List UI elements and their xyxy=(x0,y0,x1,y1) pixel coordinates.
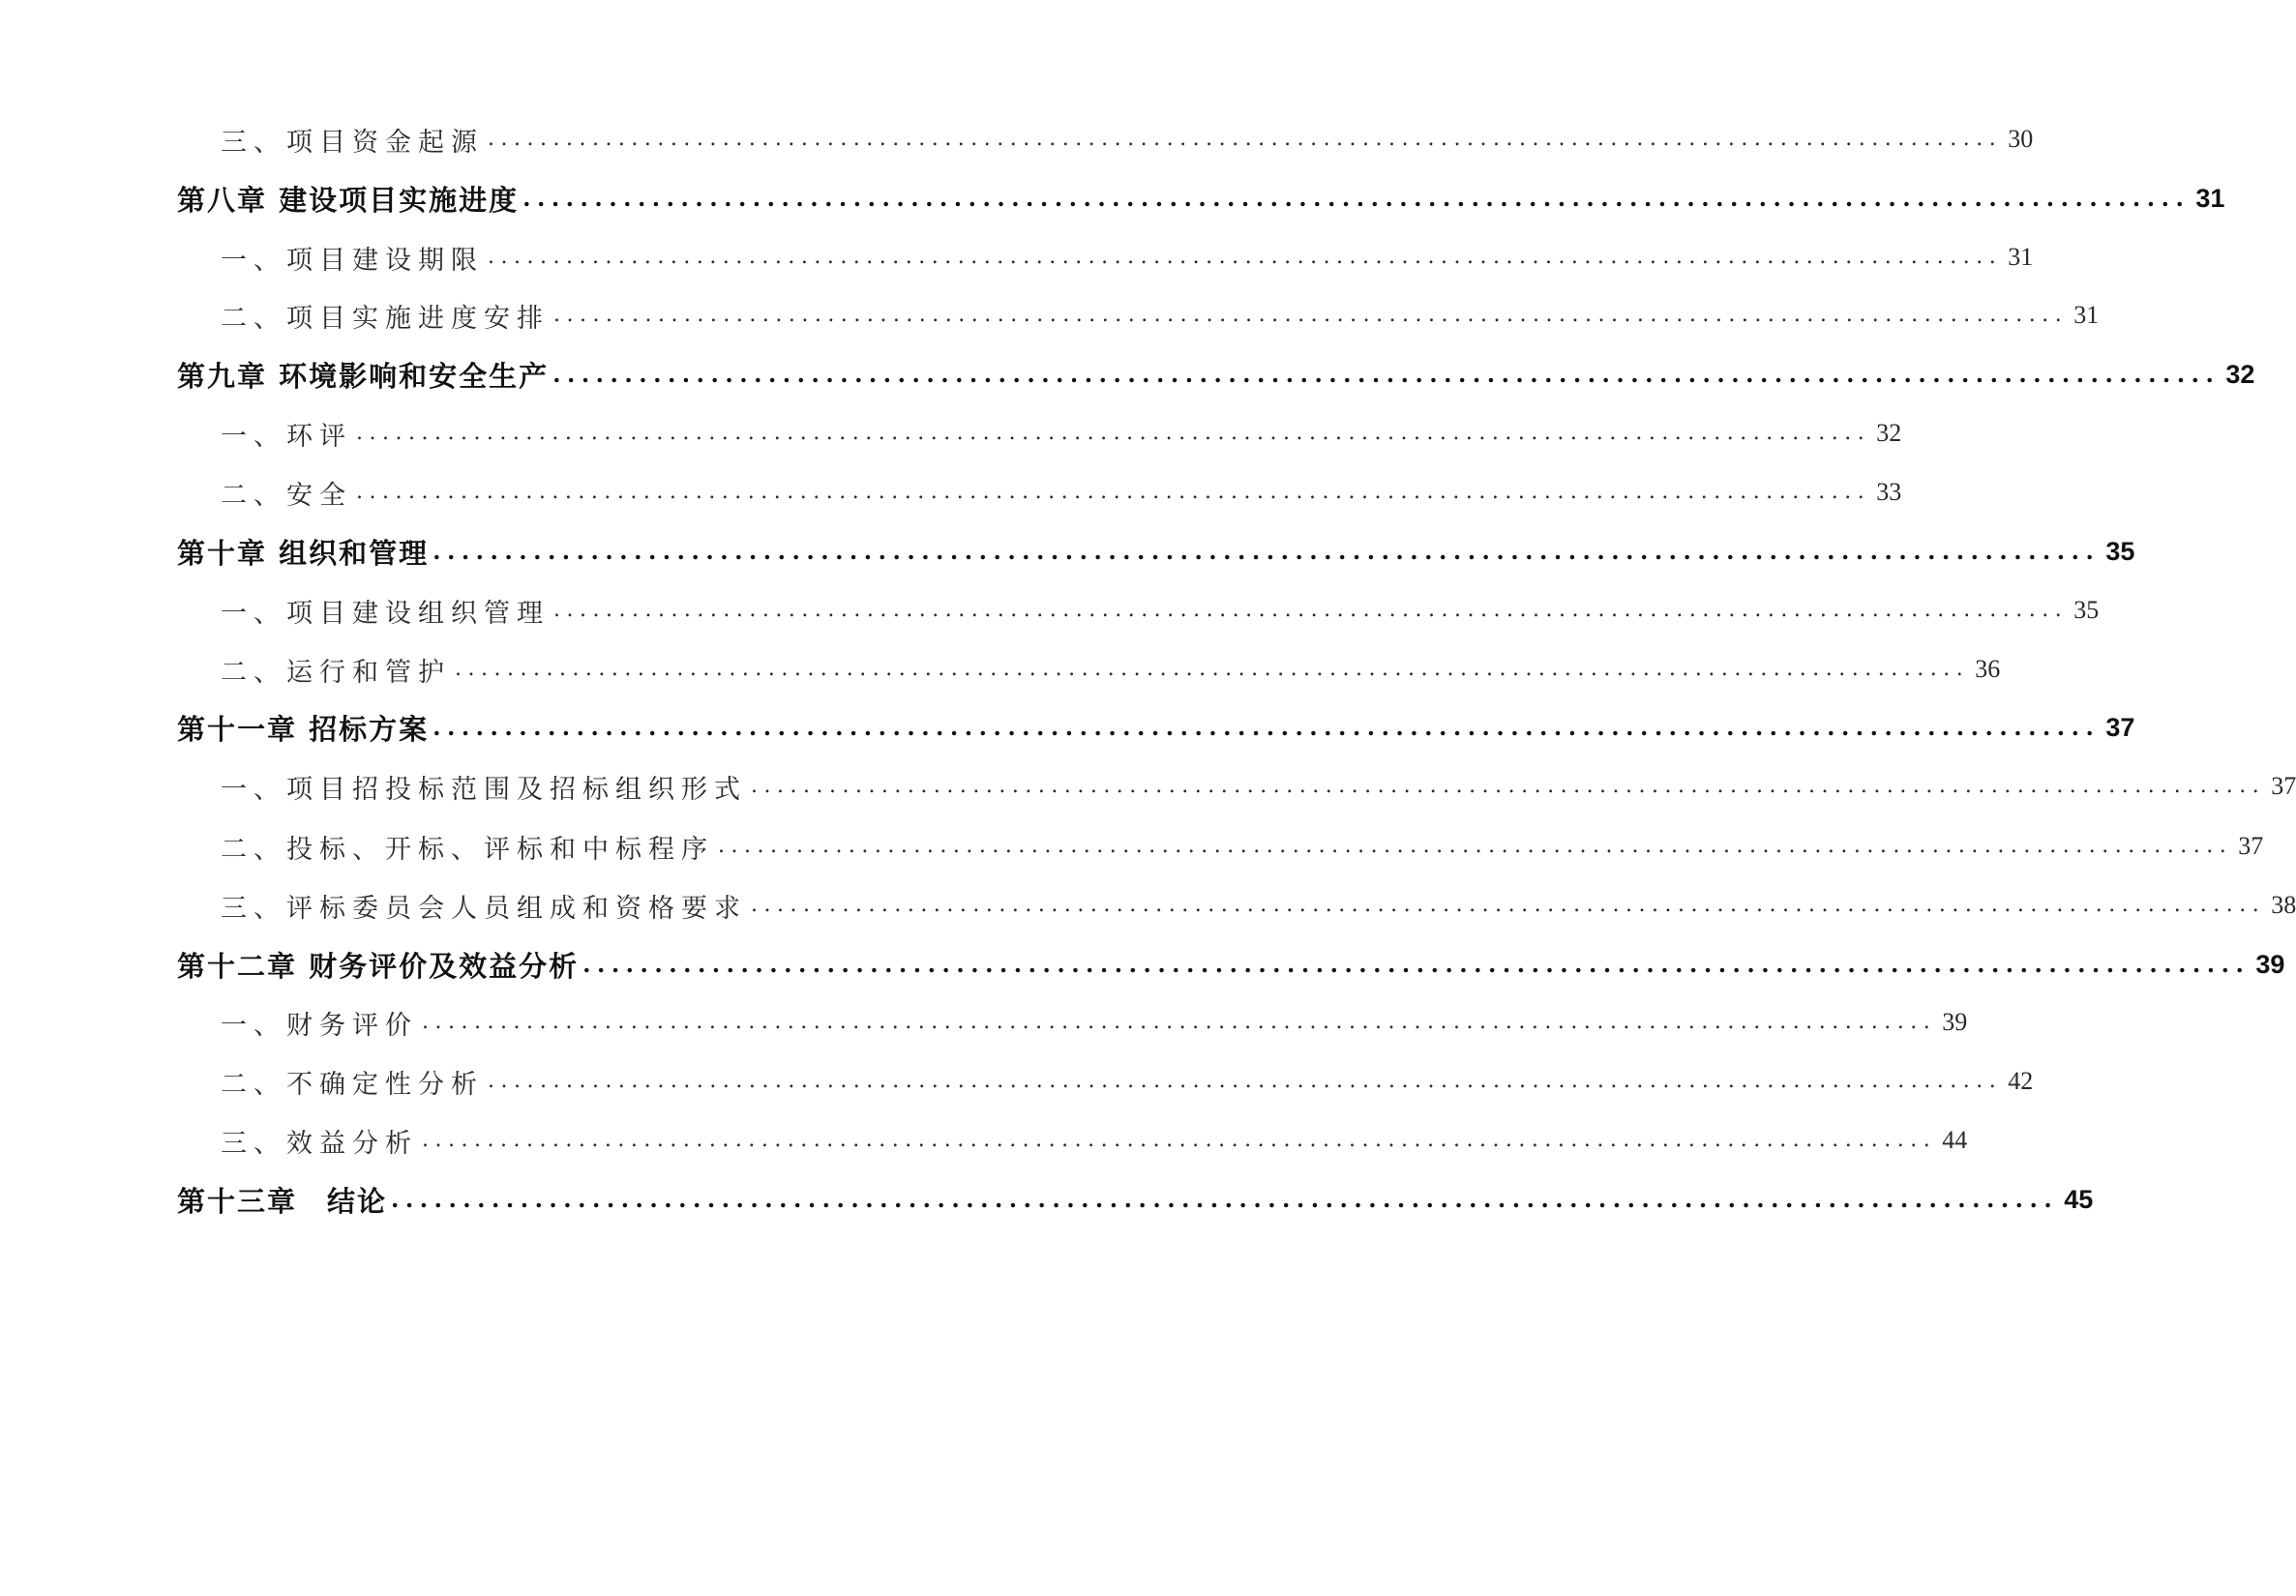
toc-entry-label: 二、运行和管护 xyxy=(221,657,451,688)
toc-entry[interactable] xyxy=(0,1060,2034,1103)
toc-chapter-label: 第十章 组织和管理 xyxy=(177,536,430,570)
toc-dot-leader: .................................................................................................................... xyxy=(553,598,2069,622)
toc-entry[interactable] xyxy=(0,294,2100,337)
toc-entry[interactable] xyxy=(0,1119,1968,1162)
toc-entry-page: 31 xyxy=(2073,301,2100,329)
toc-dot-leader: .................................................................................................................... xyxy=(432,713,2101,741)
toc-entry-label: 二、项目实施进度安排 xyxy=(221,303,550,334)
toc-chapter-entry[interactable] xyxy=(0,353,2255,396)
toc-dot-leader: .................................................................................................................... xyxy=(522,184,2191,212)
toc-dot-leader: .................................................................................................................... xyxy=(552,360,2221,388)
toc-chapter-entry[interactable] xyxy=(0,1178,2094,1221)
toc-entry-label: 二、安全 xyxy=(221,480,352,511)
toc-entry-label: 二、不确定性分析 xyxy=(221,1069,484,1100)
toc-entry-label: 一、环评 xyxy=(221,421,352,452)
toc-entry[interactable] xyxy=(0,765,2296,808)
toc-entry[interactable] xyxy=(0,412,1902,455)
toc-dot-leader: .................................................................................................................... xyxy=(488,1069,2003,1093)
toc-dot-leader: .................................................................................................................... xyxy=(488,127,2003,151)
toc-entry-label: 三、评标委员会人员组成和资格要求 xyxy=(221,893,747,924)
toc-entry-page: 42 xyxy=(2008,1067,2034,1095)
toc-entry-page: 30 xyxy=(2008,125,2034,153)
toc-chapter-page: 35 xyxy=(2105,536,2135,566)
toc-entry[interactable] xyxy=(0,648,2001,691)
toc-entry-page: 37 xyxy=(2271,772,2296,800)
toc-chapter-label: 第十二章 财务评价及效益分析 xyxy=(177,949,580,983)
toc-chapter-page: 37 xyxy=(2105,712,2135,742)
toc-chapter-page: 32 xyxy=(2225,359,2255,389)
toc-dot-leader: .................................................................................................................... xyxy=(582,950,2251,978)
toc-chapter-entry[interactable] xyxy=(0,530,2135,573)
toc-entry[interactable] xyxy=(0,118,2034,161)
toc-entry-page: 37 xyxy=(2238,832,2264,860)
toc-dot-leader: .................................................................................................................... xyxy=(455,657,1970,681)
toc-dot-leader: .................................................................................................................... xyxy=(391,1185,2059,1213)
toc-chapter-page: 39 xyxy=(2255,949,2285,979)
toc-entry-label: 一、项目建设组织管理 xyxy=(221,598,550,629)
toc-entry[interactable] xyxy=(0,236,2034,279)
toc-entry[interactable] xyxy=(0,471,1902,514)
toc-dot-leader: .................................................................................................................... xyxy=(718,834,2233,858)
toc-dot-leader: .................................................................................................................... xyxy=(432,537,2101,565)
toc-entry[interactable] xyxy=(0,1001,1968,1044)
toc-entry-page: 32 xyxy=(1876,419,1902,447)
toc-entry-label: 一、项目建设期限 xyxy=(221,245,484,276)
toc-chapter-entry[interactable] xyxy=(0,706,2135,749)
toc-chapter-label: 第十三章 结论 xyxy=(177,1184,388,1218)
toc-chapter-entry[interactable] xyxy=(0,943,2285,986)
toc-chapter-label: 第九章 环境影响和安全生产 xyxy=(177,359,550,393)
toc-entry-label: 三、效益分析 xyxy=(221,1128,418,1159)
toc-entry-label: 二、投标、开标、评标和中标程序 xyxy=(221,834,714,865)
toc-dot-leader: .................................................................................................................... xyxy=(751,893,2266,917)
toc-entry-page: 36 xyxy=(1975,655,2001,683)
toc-entry-label: 一、项目招投标范围及招标组织形式 xyxy=(221,774,747,805)
toc-chapter-page: 45 xyxy=(2064,1184,2094,1214)
toc-dot-leader: .................................................................................................................... xyxy=(553,303,2069,327)
toc-entry-page: 44 xyxy=(1942,1126,1968,1154)
toc-entry-page: 33 xyxy=(1876,478,1902,506)
toc-entry[interactable] xyxy=(0,589,2100,632)
toc-dot-leader: .................................................................................................................... xyxy=(422,1128,1937,1152)
toc-entry-page: 31 xyxy=(2008,243,2034,271)
toc-entry-page: 38 xyxy=(2271,891,2296,919)
toc-dot-leader: .................................................................................................................... xyxy=(422,1010,1937,1034)
toc-entry-page: 35 xyxy=(2073,596,2100,624)
toc-entry[interactable] xyxy=(0,825,2264,868)
toc-dot-leader: .................................................................................................................... xyxy=(488,245,2003,269)
toc-dot-leader: .................................................................................................................... xyxy=(356,480,1871,504)
toc-entry-page: 39 xyxy=(1942,1008,1968,1036)
toc-dot-leader: .................................................................................................................... xyxy=(356,421,1871,445)
toc-chapter-label: 第十一章 招标方案 xyxy=(177,712,430,746)
toc-chapter-label: 第八章 建设项目实施进度 xyxy=(177,183,520,217)
toc-entry-label: 一、财务评价 xyxy=(221,1010,418,1041)
toc-chapter-entry[interactable] xyxy=(0,177,2225,220)
toc-entry-label: 三、项目资金起源 xyxy=(221,127,484,158)
toc-entry[interactable] xyxy=(0,884,2296,927)
toc-dot-leader: .................................................................................................................... xyxy=(751,774,2266,798)
toc-chapter-page: 31 xyxy=(2195,183,2225,213)
